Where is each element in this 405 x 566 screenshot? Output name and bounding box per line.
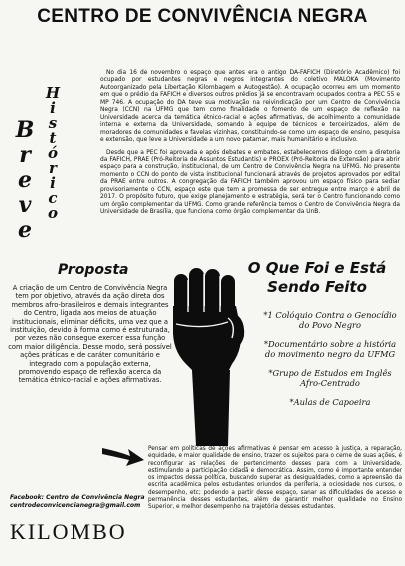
proposta-text: A criação de um Centro de Convivência Negra tem por objetivo, através da ação direta dos membros afro-brasileiros e demais integrantes do Centro, ligada aos meios de atuação institucionais, eliminar déficits, uma vez que a instituição, devido à forma como é estruturada, por vezes não consegue exercer essa função com maior diligência. Desse modo, será possível ações práticas e de caráter comunitário e integrado com a população externa, promovendo espaço de reflexão acerca da temática étnico-racial e ações afirmativas. (8, 284, 172, 385)
side-letter: s (48, 114, 58, 132)
acoes-afirmativas-text: Pensar em políticas de ações afirmativas é pensar em acesso à justiça, a reparação, equidade, e maior qualidade de ensino, trazer os sujeitos para o cerne de suas ações, é reconfigurar as relações de pertencimento desses para com a Universidade, estimulando a participação cidadã e democrática. Assim, como é importante entender os impactos dessa política, buscando superar as desigualdades, como a apreensão da escrita acadêmica pelos estudantes oriundos da periferia, a ociosidade nos cursos, o desempenho, etc; podendo a partir desse espaço, sanar as dificuldades de acesso e permanência desses estudantes, além de garantir melhor qualidade no Ensino Superior, e melhor desempenho na trajetória desses estudantes. (148, 446, 402, 510)
oque-heading (236, 259, 398, 297)
side-word-breve (12, 118, 38, 243)
side-letter: c (48, 189, 58, 207)
side-letter: t (49, 129, 57, 147)
side-letter: e (18, 217, 32, 243)
oque-heading-line-2: Sendo Feito (267, 278, 367, 296)
side-letter: H (45, 84, 61, 102)
activity-item: *Documentário sobre a história do movimento negro da UFMG (263, 339, 397, 359)
side-letter: i (50, 99, 56, 117)
historico-paragraph-1: No dia 16 de novembro o espaço que antes era o antigo DA-FAFICH (Diretório Acadêmico) foi ocupado por estudantes negras e negros integrantes do coletivo MALOKA (Movimento Autoorganizado pela Libertação Kilombagem e Autogestão). A ocupação ocorreu em um momento em que o prédio da FAFICH e diversos outros prédios já se encontravam ocupados contra a PEC 55 e MP 746. A ocupação do DA teve sua motivação na reivindicação por um Centro de Convivência Negra (CCN) na UFMG que tem como finalidade o fomento de um espaço de reflexão na Universidade acerca da temática étnico-racial e ações afirmativas, de acolhimento a comunidade interna e externa da Universidade, somando à equipe de técnicos e terceirizados, além de moradores de comunidades e favelas vizinhas, constituindo-se como um espaço de ensino, pesquisa e extensão, que leve a Universidade a um novo patamar, mais humanitário e inclusivo. (100, 70, 400, 144)
page-title: CENTRO DE CONVIVÊNCIA NEGRA (37, 6, 368, 27)
side-letter: o (47, 204, 58, 222)
side-letter: e (18, 167, 32, 193)
oque-heading-line-1: O Que Foi e Está (247, 259, 387, 277)
contact-info (10, 494, 150, 510)
historico-text (100, 70, 400, 222)
historico-paragraph-2: Desde que a PEC foi aprovada e após debates e embates, estabelecemos diálogo com a diretoria da FAFICH, PRAE (Pró-Reitoria de Assuntos Estudantis) e PROEX (Pró-Reitoria de Extensão) para abrir espaço para a construção, institucional, de um Centro de Convivência Negra na UFMG. No presente momento o CCN do ponto de vista institucional funcionará através de projetos aprovados por edital da PRAE entre outros. A congregação da FAFICH também aprovou um espaço físico para sediar provisoriamente o CCN, espaço este que tem a promessa de ser entregue entre março e abril de 2017. O propósito futuro, que exige planejamento e estratégia, será ter o Centro funcionando como um órgão complementar da UFMG. Como grande referência temos o Centro de Convivência Negra da Universidade de Brasília, que funciona como órgão complementar da UnB. (100, 149, 400, 216)
side-letter: r (49, 159, 57, 177)
activity-item: *1 Colóquio Contra o Genocídio do Povo Negro (263, 310, 397, 330)
activities-list (260, 310, 400, 416)
email-contact: centrodeconvicencianegra@gmail.com (10, 502, 141, 509)
arrow-right-icon (100, 442, 146, 468)
kilombo-footer: KILOMBO (10, 519, 127, 544)
side-word-historico (43, 86, 63, 221)
raised-fist-icon (170, 266, 250, 446)
side-letter: v (18, 192, 32, 218)
side-letter: i (50, 174, 56, 192)
activity-item: *Aulas de Capoeira (289, 397, 371, 407)
proposta-heading: Proposta (58, 262, 129, 278)
side-letter: B (15, 117, 35, 143)
side-letter: ó (47, 144, 58, 162)
facebook-contact: Facebook: Centro de Convivência Negra (10, 494, 145, 501)
side-letter: r (19, 142, 31, 168)
activity-item: *Grupo de Estudos em Inglês Afro-Centrado (268, 368, 392, 388)
